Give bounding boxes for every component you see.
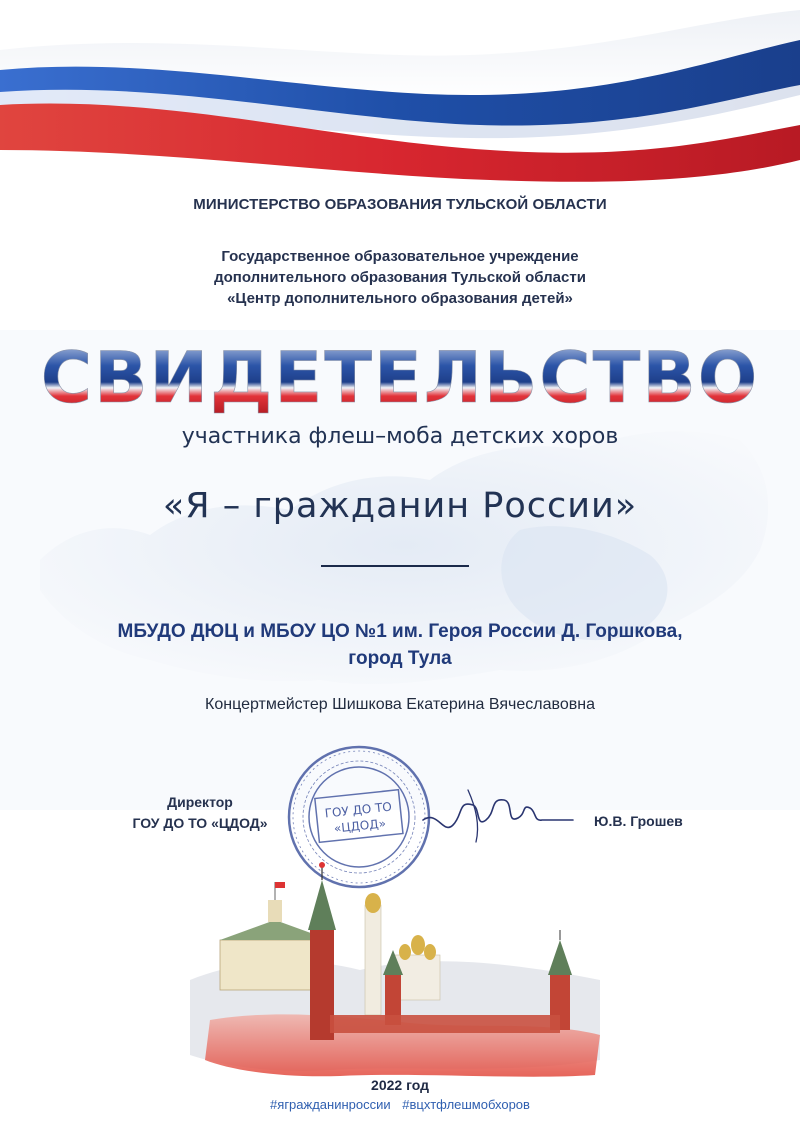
signatory-name: Ю.В. Грошев (594, 813, 683, 829)
hashtag: #ягражданинроссии (270, 1097, 391, 1112)
institution-line: дополнительного образования Тульской области (214, 269, 586, 286)
event-name: «Я – гражданин России» (162, 486, 638, 526)
kremlin-illustration (180, 860, 610, 1080)
recipient-role-name: Концертмейстер Шишкова Екатерина Вячеславовна (205, 696, 595, 713)
signatory-position-line: ГОУ ДО ТО «ЦДОД» (132, 815, 268, 831)
recipient-organization-line: город Тула (348, 648, 452, 669)
signatory-position (100, 792, 300, 834)
certificate-title (0, 330, 800, 420)
certificate-subtitle: участника флеш–моба детских хоров (181, 424, 619, 449)
stamp-text: ГОУ ДО ТО (324, 799, 393, 821)
recipient-organization (0, 618, 800, 672)
ministry-name: МИНИСТЕРСТВО ОБРАЗОВАНИЯ ТУЛЬСКОЙ ОБЛАСТИ (193, 196, 607, 213)
stamp-text: «ЦДОД» (333, 816, 387, 836)
divider-line (321, 565, 469, 567)
signature-mark (418, 780, 578, 850)
institution-line: «Центр дополнительного образования детей» (227, 290, 573, 307)
hashtags-line (0, 1097, 800, 1112)
flag-wave-decoration (0, 0, 800, 190)
recipient-organization-line: МБУДО ДЮЦ и МБОУ ЦО №1 им. Героя России Д. Горшкова, (117, 621, 683, 642)
hashtag: #вцхтфлешмобхоров (402, 1097, 530, 1112)
institution-name (0, 246, 800, 309)
certificate-year: 2022 год (371, 1077, 429, 1093)
certificate-title-text: СВИДЕТЕЛЬСТВО (40, 337, 760, 419)
institution-line: Государственное образовательное учреждение (221, 248, 579, 265)
signatory-position-line: Директор (167, 794, 233, 810)
